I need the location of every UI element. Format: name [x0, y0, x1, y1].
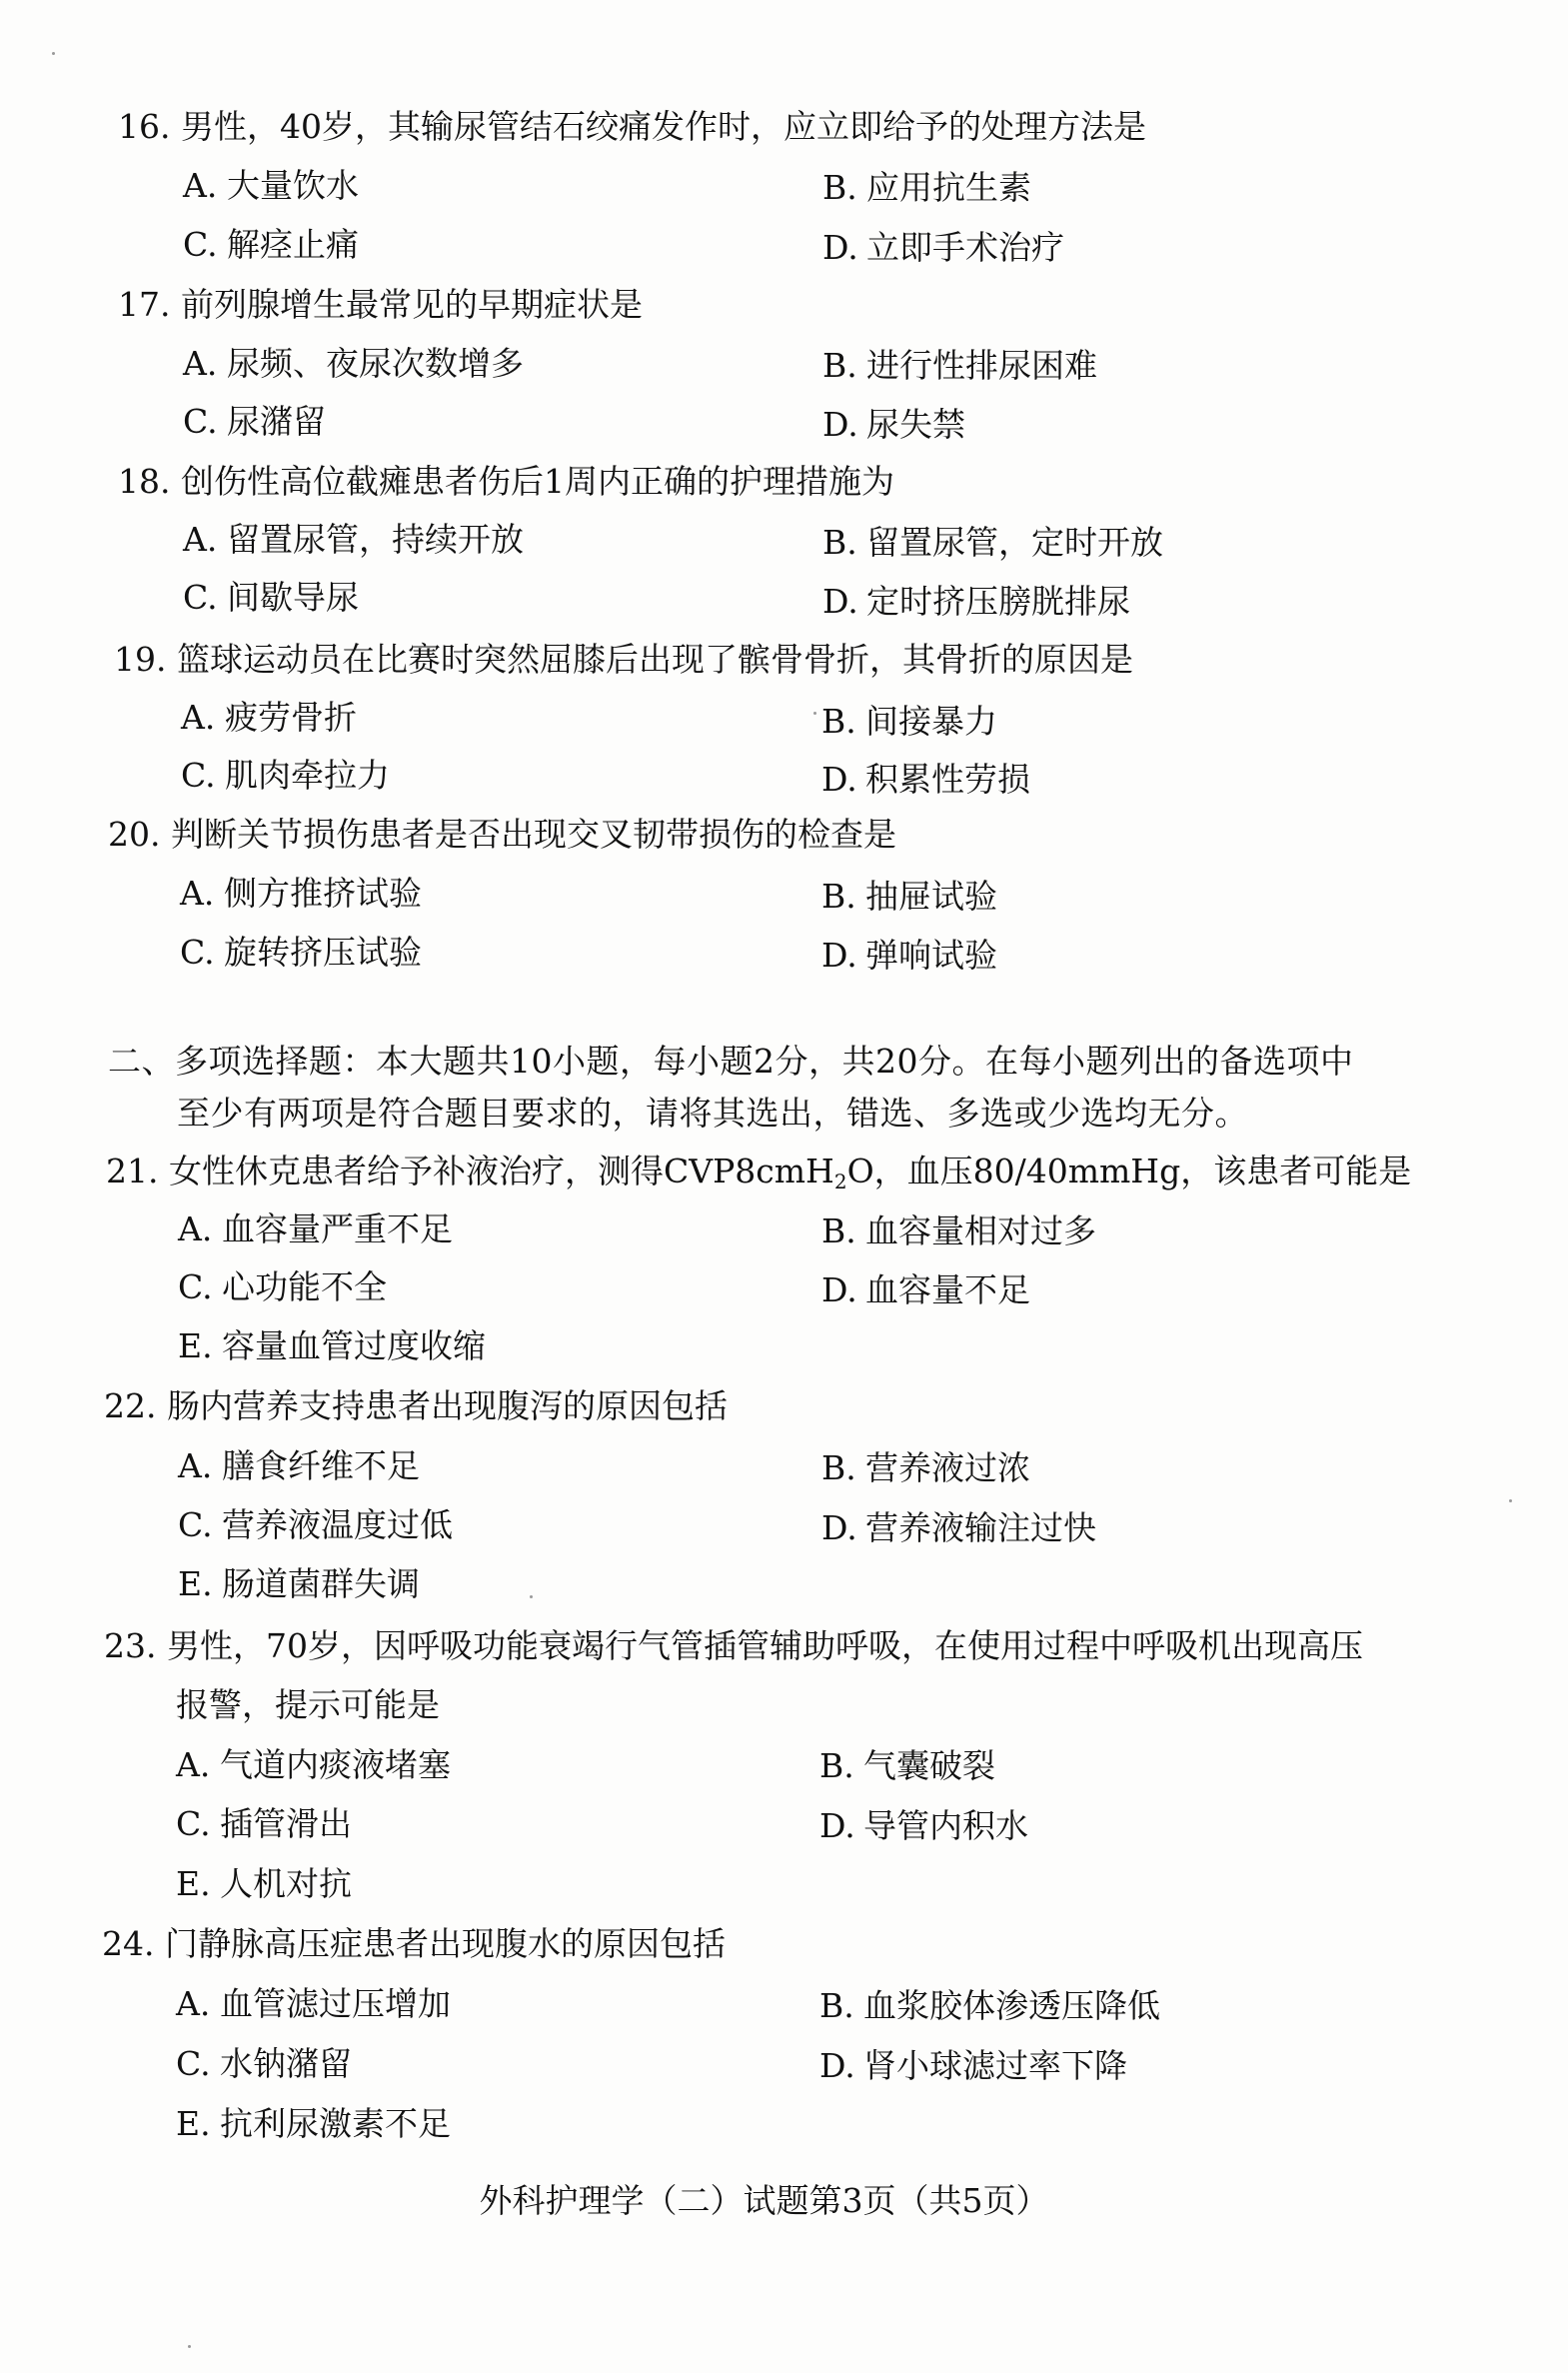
option-24-b: B. 血浆胶体渗透压降低 — [819, 1986, 1160, 2025]
option-20-b: B. 抽屉试验 — [821, 877, 997, 916]
option-22-c: C. 营养液温度过低 — [178, 1505, 453, 1544]
option-22-a: A. 膳食纤维不足 — [178, 1446, 420, 1485]
option-17-b: B. 进行性排尿困难 — [822, 346, 1097, 385]
question-17-stem: 17. 前列腺增生最常见的早期症状是 — [118, 285, 643, 324]
option-23-a: A. 气道内痰液堵塞 — [176, 1745, 451, 1784]
option-16-a: A. 大量饮水 — [183, 166, 359, 205]
option-21-c: C. 心功能不全 — [178, 1267, 387, 1306]
question-19-stem: 19. 篮球运动员在比赛时突然屈膝后出现了髌骨骨折，其骨折的原因是 — [114, 640, 1133, 679]
option-20-d: D. 弹响试验 — [821, 936, 997, 975]
question-24-stem: 24. 门静脉高压症患者出现腹水的原因包括 — [102, 1924, 726, 1963]
question-20-stem: 20. 判断关节损伤患者是否出现交叉韧带损伤的检查是 — [108, 815, 896, 854]
option-23-e: E. 人机对抗 — [176, 1864, 352, 1903]
option-24-e: E. 抗利尿激素不足 — [176, 2104, 451, 2143]
option-20-c: C. 旋转挤压试验 — [180, 933, 422, 972]
option-23-b: B. 气囊破裂 — [819, 1746, 995, 1785]
question-23-stem-line2: 报警，提示可能是 — [176, 1685, 440, 1724]
option-23-d: D. 导管内积水 — [819, 1806, 1028, 1845]
option-24-d: D. 肾小球滤过率下降 — [819, 2046, 1127, 2085]
question-21-stem: 21. 女性休克患者给予补液治疗，测得CVP8cmH$_2$O，血压80/40mmHg，该患者可能是 — [106, 1152, 1412, 1193]
option-17-d: D. 尿失禁 — [822, 405, 965, 444]
option-17-a: A. 尿频、夜尿次数增多 — [183, 344, 524, 383]
option-19-c: C. 肌肉牵拉力 — [181, 756, 390, 795]
option-19-b: B. 间接暴力 — [821, 702, 997, 741]
question-16-stem — [118, 107, 1146, 147]
option-19-d: D. 积累性劳损 — [821, 760, 1030, 799]
scan-speck — [52, 52, 55, 55]
question-number: 16. — [118, 107, 171, 146]
option-22-b: B. 营养液过浓 — [821, 1448, 1030, 1487]
section-2-heading-line1: 二、多项选择题：本大题共10小题，每小题2分，共20分。在每小题列出的备选项中 — [108, 1042, 1354, 1081]
question-22-stem: 22. 肠内营养支持患者出现腹泻的原因包括 — [104, 1386, 728, 1425]
option-23-c: C. 插管滑出 — [176, 1804, 352, 1843]
option-18-a: A. 留置尿管，持续开放 — [183, 520, 524, 559]
option-21-a: A. 血容量严重不足 — [178, 1209, 453, 1248]
option-17-c: C. 尿潴留 — [183, 402, 326, 441]
scan-speck — [1509, 1499, 1512, 1502]
option-21-d: D. 血容量不足 — [821, 1270, 1030, 1309]
option-16-c: C. 解痉止痛 — [183, 225, 359, 264]
option-24-a: A. 血管滤过压增加 — [176, 1984, 451, 2023]
question-18-stem: 18. 创伤性高位截瘫患者伤后1周内正确的护理措施为 — [118, 462, 894, 501]
section-2-heading-line2: 至少有两项是符合题目要求的，请将其选出，错选、多选或少选均无分。 — [177, 1094, 1248, 1133]
scan-speck — [813, 712, 816, 715]
scan-speck — [530, 1595, 533, 1598]
option-18-c: C. 间歇导尿 — [183, 578, 359, 617]
question-text: 男性，40岁，其输尿管结石绞痛发作时，应立即给予的处理方法是 — [180, 107, 1146, 146]
option-16-b: B. 应用抗生素 — [822, 168, 1031, 207]
option-16-d: D. 立即手术治疗 — [822, 228, 1064, 267]
option-24-c: C. 水钠潴留 — [176, 2044, 352, 2083]
option-18-b: B. 留置尿管，定时开放 — [822, 523, 1163, 562]
option-22-e: E. 肠道菌群失调 — [178, 1564, 420, 1603]
page-footer: 外科护理学（二）试题第3页（共5页） — [479, 2181, 1049, 2220]
option-20-a: A. 侧方推挤试验 — [180, 874, 422, 913]
option-21-b: B. 血容量相对过多 — [821, 1211, 1096, 1250]
option-19-a: A. 疲劳骨折 — [181, 698, 357, 737]
scan-speck — [188, 2345, 191, 2348]
question-23-stem-line1: 23. 男性，70岁，因呼吸功能衰竭行气管插管辅助呼吸，在使用过程中呼吸机出现高压 — [104, 1626, 1363, 1665]
option-22-d: D. 营养液输注过快 — [821, 1508, 1096, 1547]
option-18-d: D. 定时挤压膀胱排尿 — [822, 582, 1130, 621]
option-21-e: E. 容量血管过度收缩 — [178, 1326, 486, 1365]
